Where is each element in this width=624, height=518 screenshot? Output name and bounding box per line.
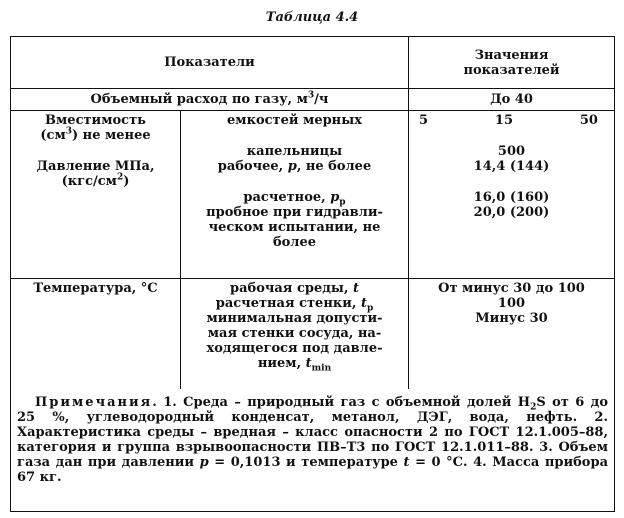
temperature-row3-line2: мая стенки сосуда, на- bbox=[207, 326, 382, 341]
pressure-row2-label-a: расчетное, bbox=[243, 190, 331, 205]
temperature-values bbox=[409, 279, 615, 389]
note-lead: Примечания bbox=[35, 394, 153, 410]
temperature-row1-value: От минус 30 до 100 bbox=[438, 281, 585, 296]
note-seg4: = 0 °С. 4. Масса прибора 67 кг. bbox=[17, 454, 608, 485]
temperature-label-text: Температура, °С bbox=[33, 281, 158, 296]
capacity-value-50: 50 bbox=[579, 113, 598, 128]
pressure-row2-sub: р bbox=[339, 197, 346, 208]
pressure-row1-value: 14,4 (144) bbox=[473, 159, 550, 174]
capacity-pressure-row bbox=[11, 111, 615, 279]
capacity-label-a: (см bbox=[40, 128, 66, 143]
capacity-row2-value: 500 bbox=[497, 144, 526, 159]
pressure-row2-label bbox=[185, 190, 404, 208]
capacity-value-15: 15 bbox=[494, 113, 514, 128]
temperature-row3-line4 bbox=[185, 356, 404, 374]
header-values bbox=[409, 37, 615, 89]
temperature-row1-label bbox=[185, 281, 404, 296]
temperature-row2-value: 100 bbox=[497, 296, 526, 311]
capacity-pressure-values bbox=[409, 111, 615, 279]
header-indicators bbox=[11, 37, 409, 89]
capacity-value-5: 5 bbox=[419, 113, 429, 128]
temperature-label bbox=[11, 279, 181, 389]
pressure-row3-line2: ческом испытании, не bbox=[208, 220, 381, 235]
temperature-row3-line1: минимальная допусти- bbox=[206, 311, 383, 326]
pressure-row1-label-b: , не более bbox=[296, 159, 372, 174]
pressure-row3-line1: пробное при гидравли- bbox=[206, 205, 383, 220]
capacity-label-sup: 3 bbox=[65, 126, 72, 137]
temperature-row3-line3: ходящегося под давле- bbox=[206, 341, 383, 356]
table-note bbox=[11, 389, 615, 512]
pressure-label-line2 bbox=[15, 174, 176, 189]
pressure-label-sup: 2 bbox=[116, 172, 124, 183]
pressure-label-b: ) bbox=[123, 174, 130, 189]
pressure-label-line1: Давление МПа, bbox=[36, 159, 155, 174]
header-values-line1: Значения bbox=[474, 47, 549, 63]
flow-label-text: Объемный расход по газу, м bbox=[90, 92, 308, 107]
flow-unit-sup: 3 bbox=[307, 90, 315, 101]
capacity-row1-values bbox=[413, 113, 610, 128]
pressure-row1-var: р bbox=[287, 159, 297, 174]
flow-label bbox=[11, 89, 409, 111]
temperature-sublabels bbox=[181, 279, 409, 389]
temperature-row2-sub: р bbox=[366, 303, 374, 314]
pressure-row2-value: 16,0 (160) bbox=[473, 190, 550, 205]
note-seg1-sub: 2 bbox=[530, 402, 537, 413]
note-t-var: t bbox=[403, 454, 410, 470]
header-row bbox=[11, 37, 615, 89]
note-row bbox=[11, 389, 615, 512]
header-indicators-label: Показатели bbox=[164, 55, 255, 70]
pressure-row2-var: р bbox=[330, 190, 340, 205]
capacity-pressure-sublabels bbox=[181, 111, 409, 279]
temperature-row bbox=[11, 279, 615, 389]
temperature-row2-label-a: расчетная стенки, bbox=[215, 296, 361, 311]
pressure-row1-label-a: рабочее, bbox=[217, 159, 288, 174]
note-seg1: . 1. Среда – природный газ с объемной долей Н bbox=[152, 394, 531, 410]
temperature-row3-sub: min bbox=[311, 363, 332, 374]
temperature-row3-last-a: нием, bbox=[257, 356, 306, 371]
temperature-row1-var: t bbox=[352, 281, 359, 296]
capacity-pressure-labels bbox=[11, 111, 181, 279]
temperature-row1-label-a: рабочая среды, bbox=[230, 281, 353, 296]
capacity-label-line1: Вместимость bbox=[45, 113, 146, 128]
note-p-var: р bbox=[199, 454, 209, 470]
temperature-row3-value: Минус 30 bbox=[475, 311, 548, 326]
temperature-row2-var: t bbox=[360, 296, 367, 311]
temperature-row3-var: t bbox=[305, 356, 312, 371]
header-values-line2: показателей bbox=[463, 62, 560, 78]
capacity-row2-label: капельницы bbox=[246, 144, 343, 159]
capacity-label-b: ) не менее bbox=[72, 128, 151, 143]
capacity-label-line2 bbox=[15, 128, 176, 143]
flow-row bbox=[11, 89, 615, 111]
spec-table bbox=[10, 36, 615, 512]
note-seg3: = 0,1013 и температуре bbox=[208, 454, 404, 470]
pressure-label-a: (кгс/см bbox=[61, 174, 117, 189]
flow-unit-tail: /ч bbox=[314, 92, 329, 107]
pressure-row1-label bbox=[185, 159, 404, 174]
note-seg2: S от 6 до 25 %, углеводородный конденсат, метанол, ДЭГ, вода, нефть. 2. Характеристика среды – вредная – класс опасности 2 по ГОСТ 12.1.005–88, категория и группа взрывоопасности ПВ–Т3 по ГОСТ 12.1.011–88. 3. Объем газа дан при давлении bbox=[17, 394, 608, 470]
capacity-row1-label: емкостей мерных bbox=[227, 113, 362, 128]
temperature-row2-label bbox=[185, 296, 404, 314]
pressure-row3-value: 20,0 (200) bbox=[473, 205, 550, 220]
pressure-row3-line3: более bbox=[272, 235, 317, 250]
flow-value: До 40 bbox=[409, 89, 615, 111]
table-caption: Таблица 4.4 bbox=[265, 10, 359, 25]
